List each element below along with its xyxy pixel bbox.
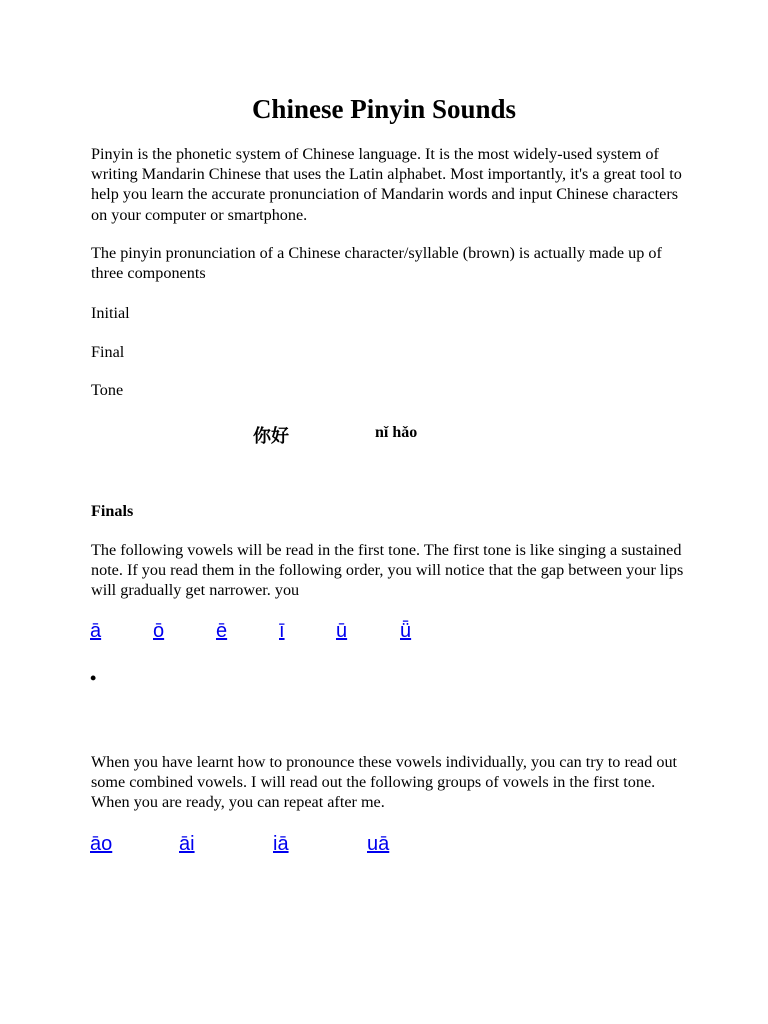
vowels-paragraph: The following vowels will be read in the first tone. The first tone is like singing a sustained note. If you read them in the following order, you will notice that the gap between your lips will gradually get narrower. you xyxy=(91,541,684,600)
page-title: Chinese Pinyin Sounds xyxy=(251,94,517,124)
vowel-link-v[interactable]: ǖ xyxy=(400,620,412,642)
component-initial: Initial xyxy=(91,304,130,322)
combined-vowels-paragraph: When you have learnt how to pronounce these vowels individually, you can try to read out some combined vowels. I will read out the following groups of vowels in the first tone. When you are ready, you can repeat after me. xyxy=(91,753,678,812)
vowel-link-u[interactable]: ū xyxy=(336,620,348,642)
example-hanzi: 你好 xyxy=(253,426,289,447)
vowel-link-a[interactable]: ā xyxy=(90,620,102,642)
vowel-link-i[interactable]: ī xyxy=(279,620,285,642)
components-paragraph: The pinyin pronunciation of a Chinese character/syllable (brown) is actually made up of three components xyxy=(91,244,662,283)
example-pinyin: nǐ hǎo xyxy=(375,424,418,441)
vowel-link-o[interactable]: ō xyxy=(153,620,165,642)
finals-heading: Finals xyxy=(91,502,134,520)
combined-link-ao[interactable]: āo xyxy=(90,833,113,855)
combined-link-ia[interactable]: iā xyxy=(273,833,289,855)
component-tone: Tone xyxy=(91,381,124,399)
combined-link-ai[interactable]: āi xyxy=(179,833,195,855)
vowel-link-e[interactable]: ē xyxy=(216,620,228,642)
component-final: Final xyxy=(91,343,125,361)
bullet-point: • xyxy=(90,668,97,688)
intro-paragraph: Pinyin is the phonetic system of Chinese language. It is the most widely-used system of writing Mandarin Chinese that uses the Latin alphabet. Most importantly, it's a great tool to help you learn the accurate pronunciation of Mandarin words and input Chinese characters on your computer or smartphone. xyxy=(91,145,682,224)
combined-link-ua[interactable]: uā xyxy=(367,833,390,855)
